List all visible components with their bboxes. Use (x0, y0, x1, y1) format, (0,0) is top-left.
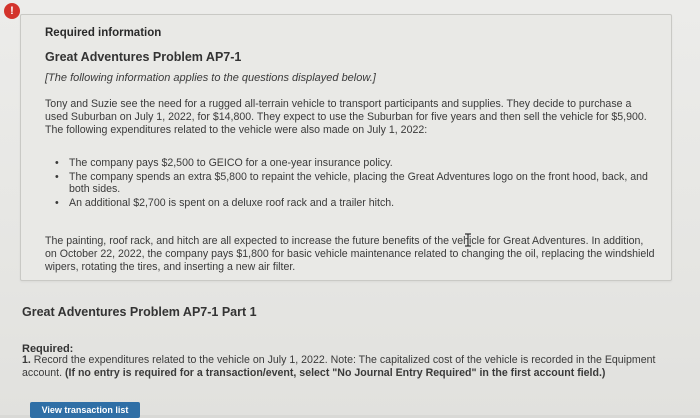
expenditure-list (55, 157, 655, 210)
list-item: • The company pays $2,500 to GEICO for a one-year insurance policy. (55, 157, 393, 169)
required-information-panel (20, 14, 672, 281)
benefits-paragraph: The painting, roof rack, and hitch are all expected to increase the future benefits of the vehicle for Great Adventures. In addition, on October 22, 2022, the company pays $1,800 for basic vehicle maintenance related to changing the oil, replacing the windshield wipers, rotating the tires, and inserting a new air filter. (45, 235, 655, 273)
list-item: • An additional $2,700 is spent on a deluxe roof rack and a trailer hitch. (55, 196, 395, 209)
required-label: Required: (22, 343, 74, 355)
problem-title: Great Adventures Problem AP7-1 (45, 50, 242, 64)
required-information-heading: Required information (45, 27, 162, 39)
view-transaction-list-button[interactable]: View transaction list (30, 402, 140, 418)
bullet-icon: • (55, 170, 59, 183)
part-title: Great Adventures Problem AP7-1 Part 1 (22, 305, 257, 319)
text-cursor-icon (464, 233, 472, 247)
instruction-text: 1. Record the expenditures related to the vehicle on July 1, 2022. Note: The capitalized cost of the vehicle is recorded in the Equipment account. (If no entry is required for a transaction/event, select "No Journal Entry Required" in the first account field.) (22, 354, 656, 379)
scenario-paragraph: Tony and Suzie see the need for a rugged all-terrain vehicle to transport participants and supplies. They decide to purchase a used Suburban on July 1, 2022, for $14,800. They expect to use the Suburban for five years and then sell the vehicle for $5,900. The following expenditures related to the vehicle were also made on July 1, 2022: (45, 98, 647, 136)
bullet-icon: • (55, 157, 59, 169)
list-item: • The company spends an extra $5,800 to repaint the vehicle, placing the Great Adventures logo on the front hood, back, and both sides. (55, 170, 648, 195)
bullet-icon: • (55, 196, 59, 209)
alert-icon: ! (4, 3, 20, 19)
applies-note: [The following information applies to the questions displayed below.] (45, 72, 376, 84)
